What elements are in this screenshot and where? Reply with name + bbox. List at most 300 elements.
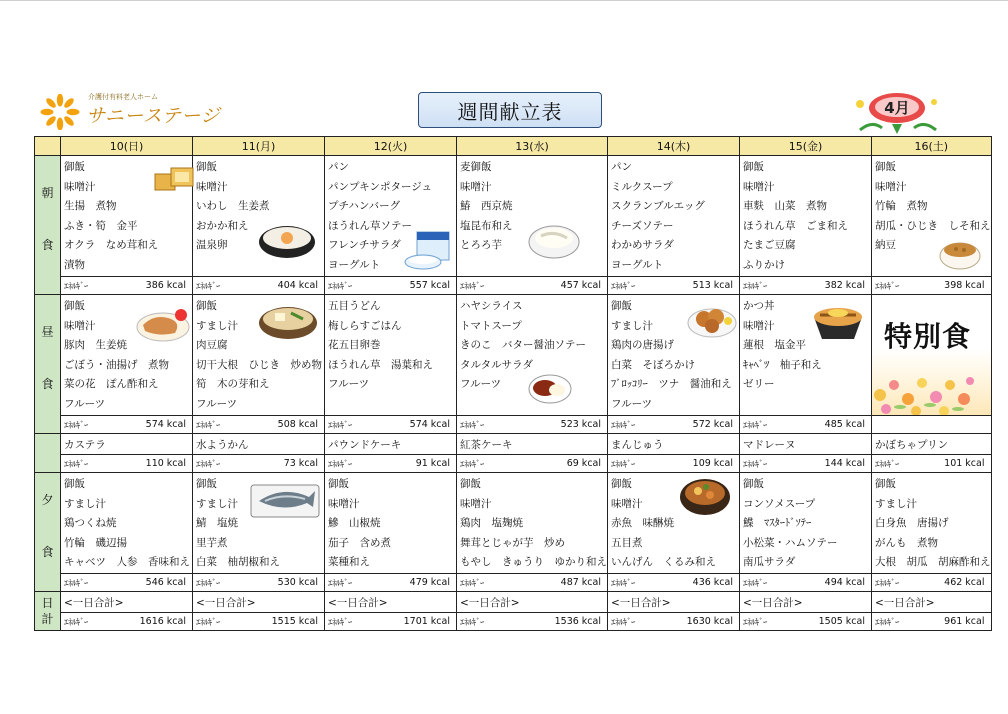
menu-item: 茄子 含め煮 xyxy=(328,536,391,549)
menu-item: フルーツ xyxy=(328,378,370,391)
menu-item: いんげん くるみ和え xyxy=(611,556,716,569)
menu-item: ほうれん草 ごま和え xyxy=(743,219,848,232)
menu-item-list xyxy=(872,473,991,573)
energy-value: 508 kcal xyxy=(277,419,318,430)
snack-cell xyxy=(872,434,992,473)
lunch-cell xyxy=(740,295,872,434)
daily-total-row xyxy=(35,592,992,631)
snack-item: 紅茶ケーキ xyxy=(460,439,513,451)
menu-item: 味噌汁 xyxy=(64,319,96,332)
katsudon-image xyxy=(810,301,866,343)
energy-footer xyxy=(457,612,607,630)
energy-label: ｴﾈﾙｷﾞｰ xyxy=(875,459,900,470)
month-badge-label: 4月 xyxy=(884,99,910,117)
logo-subtitle: 介護付有料老人ホーム xyxy=(88,93,158,101)
energy-value: 404 kcal xyxy=(277,280,318,291)
menu-item: パン xyxy=(611,161,632,173)
energy-value: 91 kcal xyxy=(415,458,450,469)
energy-label: ｴﾈﾙｷﾞｰ xyxy=(328,459,353,470)
nikudofu-image xyxy=(257,301,319,341)
date-header: 12(火) xyxy=(325,137,457,156)
energy-footer xyxy=(61,415,192,433)
energy-value: 382 kcal xyxy=(824,280,865,291)
natto-image xyxy=(938,234,982,270)
total-cell xyxy=(872,592,992,631)
menu-item: いわし 生姜煮 xyxy=(196,200,270,213)
menu-item: 竹輪 煮物 xyxy=(875,200,928,213)
yogurt-image xyxy=(403,228,453,272)
energy-footer xyxy=(608,276,739,294)
energy-footer xyxy=(193,415,324,433)
energy-value: 109 kcal xyxy=(692,458,733,469)
energy-label: ｴﾈﾙｷﾞｰ xyxy=(328,578,353,589)
lunch-cell xyxy=(61,295,193,434)
menu-item: ほうれん草 湯葉和え xyxy=(328,358,433,371)
facility-logo xyxy=(40,92,221,132)
menu-item: フレンチサラダ xyxy=(328,239,401,252)
energy-label: ｴﾈﾙｷﾞｰ xyxy=(196,459,221,470)
total-cell xyxy=(193,592,325,631)
menu-item: 温泉卵 xyxy=(196,239,228,252)
menu-item: 漬物 xyxy=(64,258,85,271)
menu-item: 花五目卵巻 xyxy=(328,339,381,352)
energy-value: 457 kcal xyxy=(560,280,601,291)
daily-total-label: <一日合計> xyxy=(196,597,256,609)
menu-item: ゼリー xyxy=(743,378,775,391)
onsen-egg-image xyxy=(257,220,317,260)
energy-footer xyxy=(872,612,991,630)
menu-item-list xyxy=(325,295,456,395)
energy-label: ｴﾈﾙｷﾞｰ xyxy=(743,281,768,292)
energy-footer xyxy=(325,612,456,630)
menu-item-list xyxy=(740,473,871,573)
menu-item: パンプキンポタージュ xyxy=(328,180,433,193)
breakfast-label: 朝 食 xyxy=(35,156,61,295)
fried-tofu-image xyxy=(153,164,195,194)
energy-label: ｴﾈﾙｷﾞｰ xyxy=(64,617,89,628)
energy-value: 398 kcal xyxy=(944,280,985,291)
energy-value: 1701 kcal xyxy=(403,616,450,627)
energy-value: 487 kcal xyxy=(560,577,601,588)
menu-item: スクランブルエッグ xyxy=(611,200,705,213)
dinner-cell xyxy=(457,473,608,592)
menu-item: 御飯 xyxy=(743,478,764,490)
energy-footer xyxy=(61,612,192,630)
menu-item: ヨーグルト xyxy=(611,258,664,271)
menu-item: 御飯 xyxy=(196,161,217,173)
energy-footer xyxy=(740,415,871,433)
energy-value: 101 kcal xyxy=(944,458,985,469)
menu-item: 味噌汁 xyxy=(64,180,96,193)
energy-value: 1515 kcal xyxy=(271,616,318,627)
energy-value: 485 kcal xyxy=(824,419,865,430)
energy-label: ｴﾈﾙｷﾞｰ xyxy=(611,459,636,470)
daily-total-label: <一日合計> xyxy=(743,597,803,609)
snack-cell xyxy=(457,434,608,473)
menu-item: ヨーグルト xyxy=(328,258,381,271)
menu-item: すまし汁 xyxy=(875,497,917,510)
menu-item: 御飯 xyxy=(196,478,217,490)
menu-item-list xyxy=(608,156,739,276)
breakfast-cell xyxy=(872,156,992,295)
date-header: 15(金) xyxy=(740,137,872,156)
total-cell xyxy=(325,592,457,631)
menu-item: プチハンバーグ xyxy=(328,200,401,213)
total-cell xyxy=(61,592,193,631)
menu-item: フルーツ xyxy=(64,397,106,410)
menu-item: 鶏肉の唐揚げ xyxy=(611,339,674,352)
menu-item: たまご豆腐 xyxy=(743,239,796,252)
energy-footer xyxy=(740,612,871,630)
menu-item-list xyxy=(325,473,456,573)
menu-item: ふき・筍 金平 xyxy=(64,219,138,232)
total-cell xyxy=(608,592,740,631)
energy-footer xyxy=(61,276,192,294)
total-label: 日 計 xyxy=(35,592,61,631)
grated-yam-image xyxy=(527,220,581,260)
energy-footer xyxy=(325,454,456,472)
menu-item: 御飯 xyxy=(196,300,217,312)
energy-value: 961 kcal xyxy=(944,616,985,627)
daily-total-label: <一日合計> xyxy=(460,597,520,609)
energy-label: ｴﾈﾙｷﾞｰ xyxy=(460,617,485,628)
energy-value: 513 kcal xyxy=(692,280,733,291)
menu-item: きのこ バター醤油ソテー xyxy=(460,339,586,352)
lunch-label: 昼 食 xyxy=(35,295,61,434)
snack-item: パウンドケーキ xyxy=(328,439,402,451)
top-divider xyxy=(0,0,1008,1)
menu-item: 菜種和え xyxy=(328,556,370,569)
menu-item: 胡瓜・ひじき しそ和え xyxy=(875,219,991,232)
energy-value: 1505 kcal xyxy=(818,616,865,627)
menu-item: 鰺 山椒焼 xyxy=(328,517,381,530)
dinner-label: 夕 食 xyxy=(35,473,61,592)
menu-item: ﾌﾞﾛｯｺﾘｰ ツナ 醤油和え xyxy=(611,378,732,391)
menu-item: 赤魚 味醂焼 xyxy=(611,517,674,530)
energy-value: 386 kcal xyxy=(145,280,186,291)
breakfast-row xyxy=(35,156,992,295)
menu-item: ミルクスープ xyxy=(611,180,673,193)
dinner-cell xyxy=(61,473,193,592)
energy-footer xyxy=(193,573,324,591)
menu-item: ふりかけ xyxy=(743,258,785,271)
menu-item-list xyxy=(457,473,607,573)
menu-item: 白身魚 唐揚げ xyxy=(875,517,949,530)
date-header: 10(日) xyxy=(61,137,193,156)
special-meal-label: 特別食 xyxy=(884,320,972,353)
snack-item: まんじゅう xyxy=(611,439,664,451)
snack-item: カステラ xyxy=(64,439,106,451)
menu-item: 御飯 xyxy=(743,161,764,173)
energy-label: ｴﾈﾙｷﾞｰ xyxy=(611,617,636,628)
energy-value: 546 kcal xyxy=(145,577,186,588)
energy-footer xyxy=(193,612,324,630)
menu-item: 納豆 xyxy=(875,239,896,252)
dinner-cell xyxy=(325,473,457,592)
logo-name: サニーステージ xyxy=(86,105,221,127)
menu-item: すまし汁 xyxy=(196,497,238,510)
breakfast-cell xyxy=(61,156,193,295)
energy-label: ｴﾈﾙｷﾞｰ xyxy=(196,578,221,589)
snack-cell xyxy=(608,434,740,473)
date-header: 11(月) xyxy=(193,137,325,156)
energy-label: ｴﾈﾙｷﾞｰ xyxy=(196,617,221,628)
energy-footer xyxy=(457,454,607,472)
dinner-row xyxy=(35,473,992,592)
gomoku-ni-image xyxy=(678,477,732,517)
dinner-cell xyxy=(608,473,740,592)
hayashi-rice-image xyxy=(527,371,573,405)
energy-value: 69 kcal xyxy=(566,458,601,469)
energy-value: 73 kcal xyxy=(283,458,318,469)
menu-item: 蓮根 塩金平 xyxy=(743,339,806,352)
energy-footer xyxy=(457,276,607,294)
menu-item: 里芋煮 xyxy=(196,536,228,549)
energy-label: ｴﾈﾙｷﾞｰ xyxy=(64,420,89,431)
menu-item: 御飯 xyxy=(611,300,632,312)
energy-value: 557 kcal xyxy=(409,280,450,291)
energy-label: ｴﾈﾙｷﾞｰ xyxy=(196,420,221,431)
menu-item: 切干大根 ひじき 炒め物 xyxy=(196,358,322,371)
menu-item: オクラ なめ茸和え xyxy=(64,239,159,252)
energy-footer xyxy=(61,573,192,591)
lunch-row xyxy=(35,295,992,434)
menu-item: フルーツ xyxy=(611,397,653,410)
energy-footer xyxy=(61,454,192,472)
energy-label: ｴﾈﾙｷﾞｰ xyxy=(743,420,768,431)
flower-field-decoration xyxy=(872,355,976,415)
energy-footer xyxy=(740,573,871,591)
lunch-cell xyxy=(325,295,457,434)
date-header-row xyxy=(35,137,992,156)
dinner-cell xyxy=(872,473,992,592)
menu-item: 白菜 そぼろかけ xyxy=(611,358,695,371)
snack-row xyxy=(35,434,992,473)
month-flower-badge xyxy=(852,90,942,134)
energy-label: ｴﾈﾙｷﾞｰ xyxy=(64,578,89,589)
menu-item: ごぼう・油揚げ 煮物 xyxy=(64,358,169,371)
energy-label: ｴﾈﾙｷﾞｰ xyxy=(875,281,900,292)
dinner-cell xyxy=(740,473,872,592)
snack-item: マドレーヌ xyxy=(743,439,796,451)
energy-label: ｴﾈﾙｷﾞｰ xyxy=(64,459,89,470)
menu-item: 御飯 xyxy=(328,478,349,490)
snack-cell xyxy=(325,434,457,473)
energy-label: ｴﾈﾙｷﾞｰ xyxy=(611,281,636,292)
energy-label: ｴﾈﾙｷﾞｰ xyxy=(875,578,900,589)
energy-label: ｴﾈﾙｷﾞｰ xyxy=(743,578,768,589)
menu-item: 梅しらすごはん xyxy=(328,319,402,332)
menu-item: 鰆 西京焼 xyxy=(460,200,513,213)
menu-item: 舞茸とじゃが芋 炒め xyxy=(460,536,565,549)
date-header: 14(木) xyxy=(608,137,740,156)
energy-footer-empty xyxy=(872,415,991,433)
energy-value: 462 kcal xyxy=(944,577,985,588)
menu-item: 五目煮 xyxy=(611,536,643,549)
dinner-cell xyxy=(193,473,325,592)
energy-label: ｴﾈﾙｷﾞｰ xyxy=(875,617,900,628)
energy-label: ｴﾈﾙｷﾞｰ xyxy=(743,617,768,628)
lunch-cell xyxy=(608,295,740,434)
energy-label: ｴﾈﾙｷﾞｰ xyxy=(460,420,485,431)
ginger-pork-image xyxy=(135,303,191,343)
menu-item: 味噌汁 xyxy=(875,180,907,193)
menu-item: ｷｬﾍﾞﾂ 柚子和え xyxy=(743,358,822,371)
menu-item: フルーツ xyxy=(460,378,502,391)
menu-item: キャベツ 人参 香味和え xyxy=(64,556,190,569)
menu-item: わかめサラダ xyxy=(611,239,674,252)
daily-total-label: <一日合計> xyxy=(611,597,671,609)
energy-label: ｴﾈﾙｷﾞｰ xyxy=(196,281,221,292)
menu-item-list xyxy=(740,156,871,276)
daily-total-label: <一日合計> xyxy=(875,597,935,609)
menu-item: 御飯 xyxy=(64,300,85,312)
energy-value: 494 kcal xyxy=(824,577,865,588)
energy-value: 144 kcal xyxy=(824,458,865,469)
energy-value: 574 kcal xyxy=(145,419,186,430)
breakfast-cell xyxy=(193,156,325,295)
energy-value: 530 kcal xyxy=(277,577,318,588)
energy-value: 1536 kcal xyxy=(554,616,601,627)
menu-item: パン xyxy=(328,161,349,173)
menu-item: 白菜 柚胡椒和え xyxy=(196,556,280,569)
lunch-cell xyxy=(872,295,992,434)
energy-label: ｴﾈﾙｷﾞｰ xyxy=(743,459,768,470)
energy-footer xyxy=(457,415,607,433)
energy-label: ｴﾈﾙｷﾞｰ xyxy=(460,459,485,470)
menu-item: 御飯 xyxy=(875,478,896,490)
menu-item: すまし汁 xyxy=(611,319,653,332)
energy-footer xyxy=(740,276,871,294)
snack-item: 水ようかん xyxy=(196,439,249,451)
energy-footer xyxy=(608,573,739,591)
energy-footer xyxy=(325,415,456,433)
snack-cell xyxy=(61,434,193,473)
menu-item: 筍 木の芽和え xyxy=(196,378,270,391)
weekly-menu-table xyxy=(34,136,992,631)
snack-cell xyxy=(193,434,325,473)
daily-total-label: <一日合計> xyxy=(328,597,388,609)
menu-item: すまし汁 xyxy=(64,497,106,510)
energy-footer xyxy=(608,415,739,433)
menu-item: 鰈 ﾏｽﾀｰﾄﾞｿﾃｰ xyxy=(743,517,812,530)
energy-label: ｴﾈﾙｷﾞｰ xyxy=(328,617,353,628)
energy-footer xyxy=(457,573,607,591)
energy-value: 1630 kcal xyxy=(686,616,733,627)
energy-footer xyxy=(872,454,991,472)
menu-item: 味噌汁 xyxy=(743,180,775,193)
menu-item: コンソメスープ xyxy=(743,497,816,510)
energy-value: 436 kcal xyxy=(692,577,733,588)
menu-item: タルタルサラダ xyxy=(460,358,533,371)
menu-item: すまし汁 xyxy=(196,319,238,332)
menu-item: 竹輪 磯辺揚 xyxy=(64,536,127,549)
page-title: 週間献立表 xyxy=(418,92,602,128)
energy-footer xyxy=(193,276,324,294)
menu-item: 鯖 塩焼 xyxy=(196,517,238,530)
menu-item: 生揚 煮物 xyxy=(64,200,117,213)
menu-item: ハヤシライス xyxy=(460,300,523,312)
energy-footer xyxy=(608,454,739,472)
energy-value: 1616 kcal xyxy=(139,616,186,627)
snack-item: かぼちゃプリン xyxy=(875,439,949,451)
menu-item: チーズソテー xyxy=(611,219,674,232)
energy-value: 523 kcal xyxy=(560,419,601,430)
breakfast-cell xyxy=(608,156,740,295)
menu-item: がんも 煮物 xyxy=(875,536,938,549)
lunch-cell xyxy=(457,295,608,434)
menu-item: 味噌汁 xyxy=(196,180,228,193)
energy-footer xyxy=(193,454,324,472)
menu-item-list xyxy=(61,473,192,573)
energy-footer xyxy=(740,454,871,472)
menu-item: 味噌汁 xyxy=(611,497,643,510)
energy-label: ｴﾈﾙｷﾞｰ xyxy=(328,281,353,292)
energy-value: 572 kcal xyxy=(692,419,733,430)
energy-value: 110 kcal xyxy=(145,458,186,469)
total-cell xyxy=(457,592,608,631)
energy-label: ｴﾈﾙｷﾞｰ xyxy=(64,281,89,292)
date-header: 16(土) xyxy=(872,137,992,156)
menu-item: 御飯 xyxy=(64,161,85,173)
energy-footer xyxy=(872,573,991,591)
menu-item: 味噌汁 xyxy=(743,319,775,332)
date-header: 13(水) xyxy=(457,137,608,156)
snack-cell xyxy=(740,434,872,473)
menu-item: おかか和え xyxy=(196,219,249,232)
sun-flower-icon xyxy=(40,94,80,130)
menu-item: 御飯 xyxy=(64,478,85,490)
energy-label: ｴﾈﾙｷﾞｰ xyxy=(611,420,636,431)
menu-item: 御飯 xyxy=(460,478,481,490)
menu-item: 鶏肉 塩麹焼 xyxy=(460,517,523,530)
energy-label: ｴﾈﾙｷﾞｰ xyxy=(460,281,485,292)
breakfast-cell xyxy=(457,156,608,295)
menu-item: 御飯 xyxy=(611,478,632,490)
daily-total-label: <一日合計> xyxy=(64,597,124,609)
menu-item: 肉豆腐 xyxy=(196,339,228,352)
energy-label: ｴﾈﾙｷﾞｰ xyxy=(460,578,485,589)
menu-item: ほうれん草ソテー xyxy=(328,219,412,232)
menu-item: 御飯 xyxy=(875,161,896,173)
menu-item: トマトスープ xyxy=(460,319,522,332)
menu-item: 菜の花 ぽん酢和え xyxy=(64,378,159,391)
energy-label: ｴﾈﾙｷﾞｰ xyxy=(328,420,353,431)
corner-cell xyxy=(35,137,61,156)
menu-item: 鶏つくね焼 xyxy=(64,517,117,530)
menu-item: かつ丼 xyxy=(743,300,775,312)
menu-item: とろろ芋 xyxy=(460,239,502,252)
energy-footer xyxy=(325,573,456,591)
menu-item: 五目うどん xyxy=(328,300,381,312)
grilled-mackerel-image xyxy=(249,479,321,521)
menu-item: 塩昆布和え xyxy=(460,219,513,232)
menu-item: 味噌汁 xyxy=(460,180,492,193)
menu-item: 味噌汁 xyxy=(460,497,492,510)
menu-item: 車麩 山菜 煮物 xyxy=(743,200,827,213)
menu-item: 麦御飯 xyxy=(460,161,492,173)
breakfast-cell xyxy=(325,156,457,295)
lunch-cell xyxy=(193,295,325,434)
energy-footer xyxy=(608,612,739,630)
menu-item: 豚肉 生姜焼 xyxy=(64,339,127,352)
menu-item: 味噌汁 xyxy=(328,497,360,510)
energy-value: 479 kcal xyxy=(409,577,450,588)
menu-item: 南瓜サラダ xyxy=(743,556,796,569)
total-cell xyxy=(740,592,872,631)
menu-item: 大根 胡瓜 胡麻酢和え xyxy=(875,556,991,569)
energy-label: ｴﾈﾙｷﾞｰ xyxy=(611,578,636,589)
